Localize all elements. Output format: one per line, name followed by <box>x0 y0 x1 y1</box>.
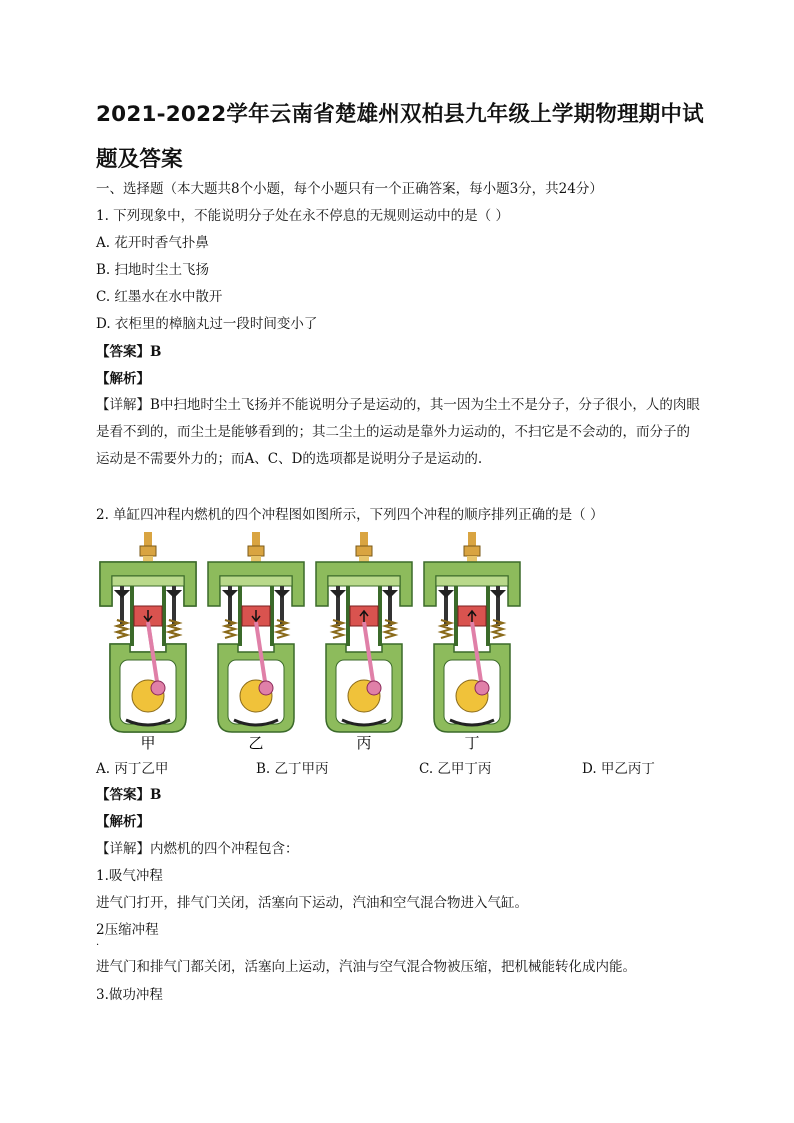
q1-option-c: C. 红墨水在水中散开 <box>96 289 223 305</box>
q2-option-c: C. 乙甲丁丙 <box>419 761 492 777</box>
engine-strokes-figure <box>96 532 536 752</box>
figure-label-ding: 丁 <box>464 734 480 752</box>
q2-step-2-title: 2压缩冲程 <box>96 922 159 938</box>
section-heading: 一、选择题（本大题共8个小题，每个小题只有一个正确答案，每小题3分，共24分） <box>96 181 603 197</box>
q2-answer: 【答案】B <box>96 787 162 803</box>
q1-stem: 1. 下列现象中，不能说明分子处在永不停息的无规则运动中的是（ ） <box>96 208 509 224</box>
q1-analysis-label: 【解析】 <box>96 371 150 387</box>
q2-option-d: D. 甲乙丙丁 <box>582 761 655 777</box>
q2-analysis-label: 【解析】 <box>96 814 150 830</box>
q2-detail: 【详解】内燃机的四个冲程包含： <box>96 841 299 857</box>
q2-step-1-title: 1.吸气冲程 <box>96 868 163 884</box>
q1-option-d: D. 衣柜里的樟脑丸过一段时间变小了 <box>96 316 318 332</box>
figure-label-jia: 甲 <box>140 734 156 752</box>
q1-answer: 【答案】B <box>96 344 162 360</box>
q2-step-2-text: 进气门和排气门都关闭，活塞向上运动，汽油与空气混合物被压缩，把机械能转化成内能。 <box>96 959 636 975</box>
figure-label-bing: 丙 <box>356 734 372 752</box>
q2-options <box>96 757 716 777</box>
q2-step-3-title: 3.做功冲程 <box>96 987 163 1003</box>
q2-option-a: A. 丙丁乙甲 <box>96 761 169 777</box>
q1-option-b: B. 扫地时尘土飞扬 <box>96 262 210 278</box>
q1-option-a: A. 花开时香气扑鼻 <box>96 235 209 251</box>
stray-mark: · <box>96 940 100 951</box>
q2-option-b: B. 乙丁甲丙 <box>256 761 329 777</box>
q2-step-1-text: 进气门打开，排气门关闭，活塞向下运动，汽油和空气混合物进入气缸。 <box>96 895 528 911</box>
q2-stem: 2. 单缸四冲程内燃机的四个冲程图如图所示，下列四个冲程的顺序排列正确的是（ ） <box>96 507 604 523</box>
page-title: 2021-2022学年云南省楚雄州双柏县九年级上学期物理期中试题及答案 <box>96 102 704 172</box>
q1-detail: 【详解】B中扫地时尘土飞扬并不能说明分子是运动的，其一因为尘土不是分子，分子很小，人的肉眼是看不到的，而尘土是能够看到的；其二尘土的运动是靠外力运动的，不扫它是不会动的，而分子的运动是不需要外力的；而A、C、D的选项都是说明分子是运动的. <box>96 397 700 467</box>
figure-label-yi: 乙 <box>248 734 264 752</box>
